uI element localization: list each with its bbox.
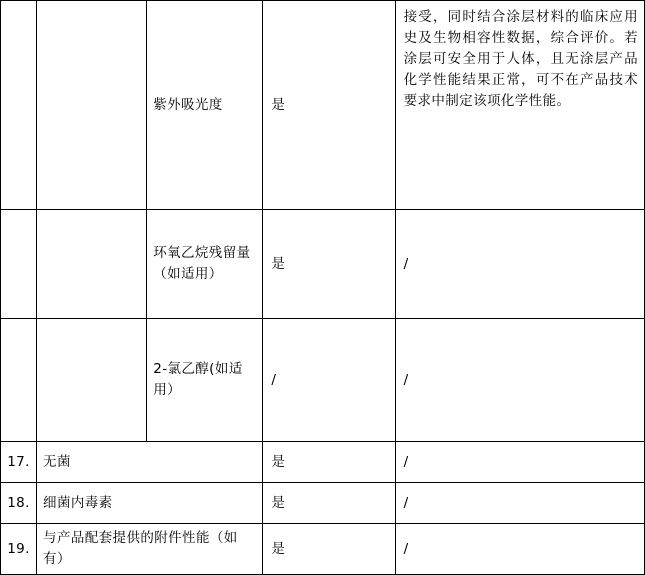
- row-subitem: 2-氯乙醇(如适用）: [147, 319, 263, 442]
- row-number: 19.: [1, 524, 37, 575]
- row-number: [1, 1, 37, 210]
- row-note: /: [395, 483, 644, 524]
- row-note: /: [395, 210, 644, 319]
- row-number: 17.: [1, 442, 37, 483]
- row-note: /: [395, 319, 644, 442]
- table-row: [1, 524, 645, 575]
- row-applicable: /: [263, 319, 395, 442]
- row-subitem: 紫外吸光度: [147, 1, 263, 210]
- row-subitem: 环氧乙烷残留量（如适用）: [147, 210, 263, 319]
- row-applicable: 是: [263, 524, 395, 575]
- table-row: [1, 483, 645, 524]
- row-note: 接受，同时结合涂层材料的临床应用史及生物相容性数据，综合评价。若涂层可安全用于人体，且无涂层产品化学性能结果正常，可不在产品技术要求中制定该项化学性能。: [395, 1, 644, 210]
- table-row: [1, 1, 645, 210]
- table-row: [1, 442, 645, 483]
- row-note: /: [395, 524, 644, 575]
- row-item: [37, 210, 147, 319]
- table-row: [1, 319, 645, 442]
- row-item: 细菌内毒素: [37, 483, 263, 524]
- row-item: 无菌: [37, 442, 263, 483]
- table-row: [1, 210, 645, 319]
- row-item: [37, 319, 147, 442]
- row-applicable: 是: [263, 483, 395, 524]
- row-applicable: 是: [263, 1, 395, 210]
- row-item: [37, 1, 147, 210]
- row-number: [1, 319, 37, 442]
- row-item: 与产品配套提供的附件性能（如有）: [37, 524, 263, 575]
- row-note: /: [395, 442, 644, 483]
- row-applicable: 是: [263, 210, 395, 319]
- row-number: 18.: [1, 483, 37, 524]
- row-number: [1, 210, 37, 319]
- row-applicable: 是: [263, 442, 395, 483]
